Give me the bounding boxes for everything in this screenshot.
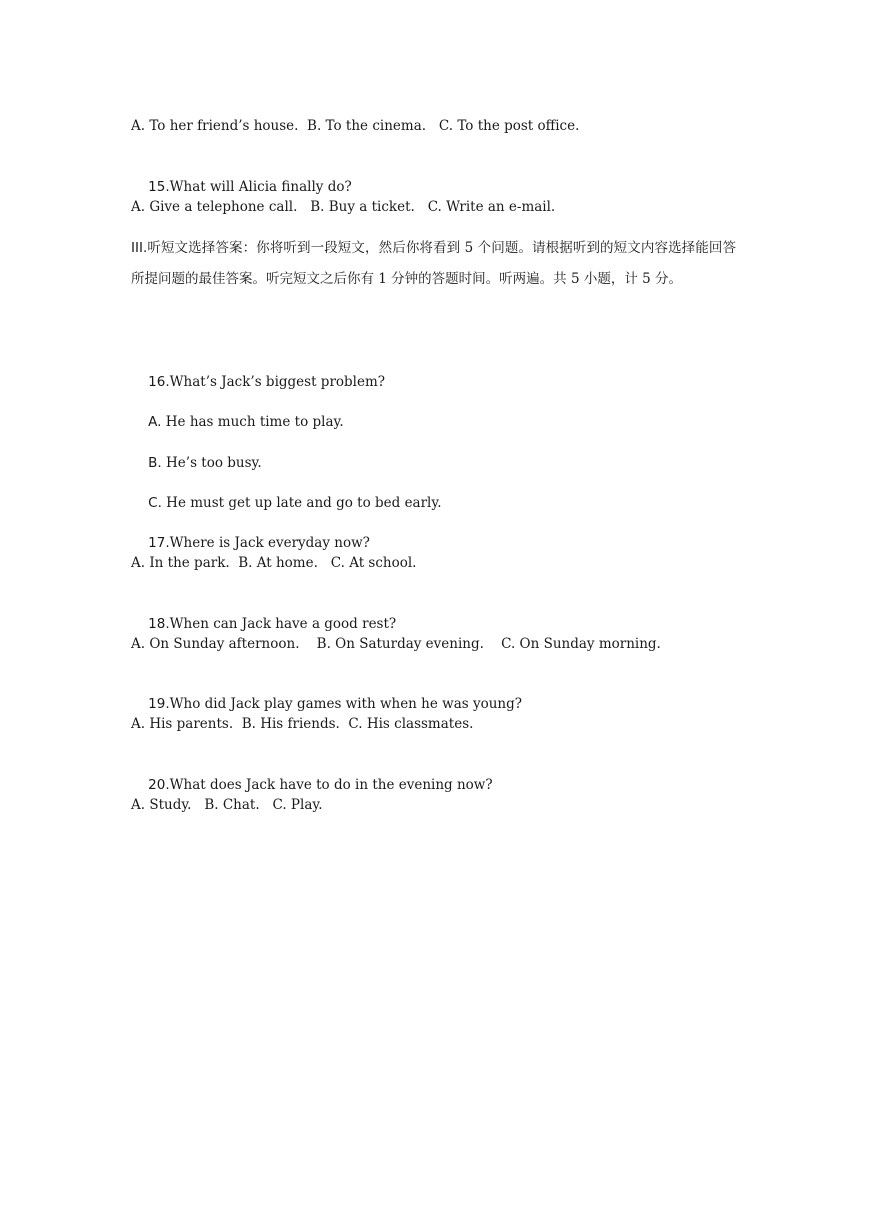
- q20-number: 20.: [148, 777, 170, 793]
- q18-text: When can Jack have a good rest?: [169, 616, 397, 632]
- q19-options: A. His parents. B. His friends. C. His classmates.: [131, 716, 474, 732]
- q20-options: A. Study. B. Chat. C. Play.: [131, 797, 323, 813]
- section-3-number: III.: [131, 240, 148, 256]
- q16-option-c-text: He must get up late and go to bed early.: [161, 495, 442, 511]
- q20-text: What does Jack have to do in the evening now?: [169, 777, 493, 793]
- q15-text: What will Alicia finally do?: [169, 179, 352, 195]
- q16-option-c-label: C.: [148, 495, 162, 511]
- section-3-text: 听短文选择答案：你将听到一段短文，然后你将看到 5 个问题。请根据听到的短文内容选择能回答所提问题的最佳答案。听完短文之后你有 1 分钟的答题时间。听两遍。共 5 小题，计 5 分。: [131, 240, 736, 287]
- q16-number: 16.: [148, 374, 170, 390]
- q15-options: A. Give a telephone call. B. Buy a ticket. C. Write an e-mail.: [131, 199, 556, 215]
- q16-option-a-text: He has much time to play.: [161, 414, 344, 430]
- q18-number: 18.: [148, 616, 170, 632]
- q19-number: 19.: [148, 696, 170, 712]
- q16-text: What’s Jack’s biggest problem?: [169, 374, 386, 390]
- q17-text: Where is Jack everyday now?: [169, 535, 370, 551]
- q16-option-b-text: He’s too busy.: [161, 455, 262, 471]
- q17-number: 17.: [148, 535, 170, 551]
- q18-options: A. On Sunday afternoon. B. On Saturday evening. C. On Sunday morning.: [131, 636, 661, 652]
- q17-options: A. In the park. B. At home. C. At school.: [131, 555, 417, 571]
- q15-number: 15.: [148, 179, 170, 195]
- section-3-instructions: [131, 233, 736, 295]
- q14-options: A. To her friend’s house. B. To the cinema. C. To the post office.: [131, 118, 580, 134]
- q16-option-b-label: B.: [148, 455, 162, 471]
- q19-text: Who did Jack play games with when he was young?: [169, 696, 522, 712]
- q16-option-a-label: A.: [148, 414, 162, 430]
